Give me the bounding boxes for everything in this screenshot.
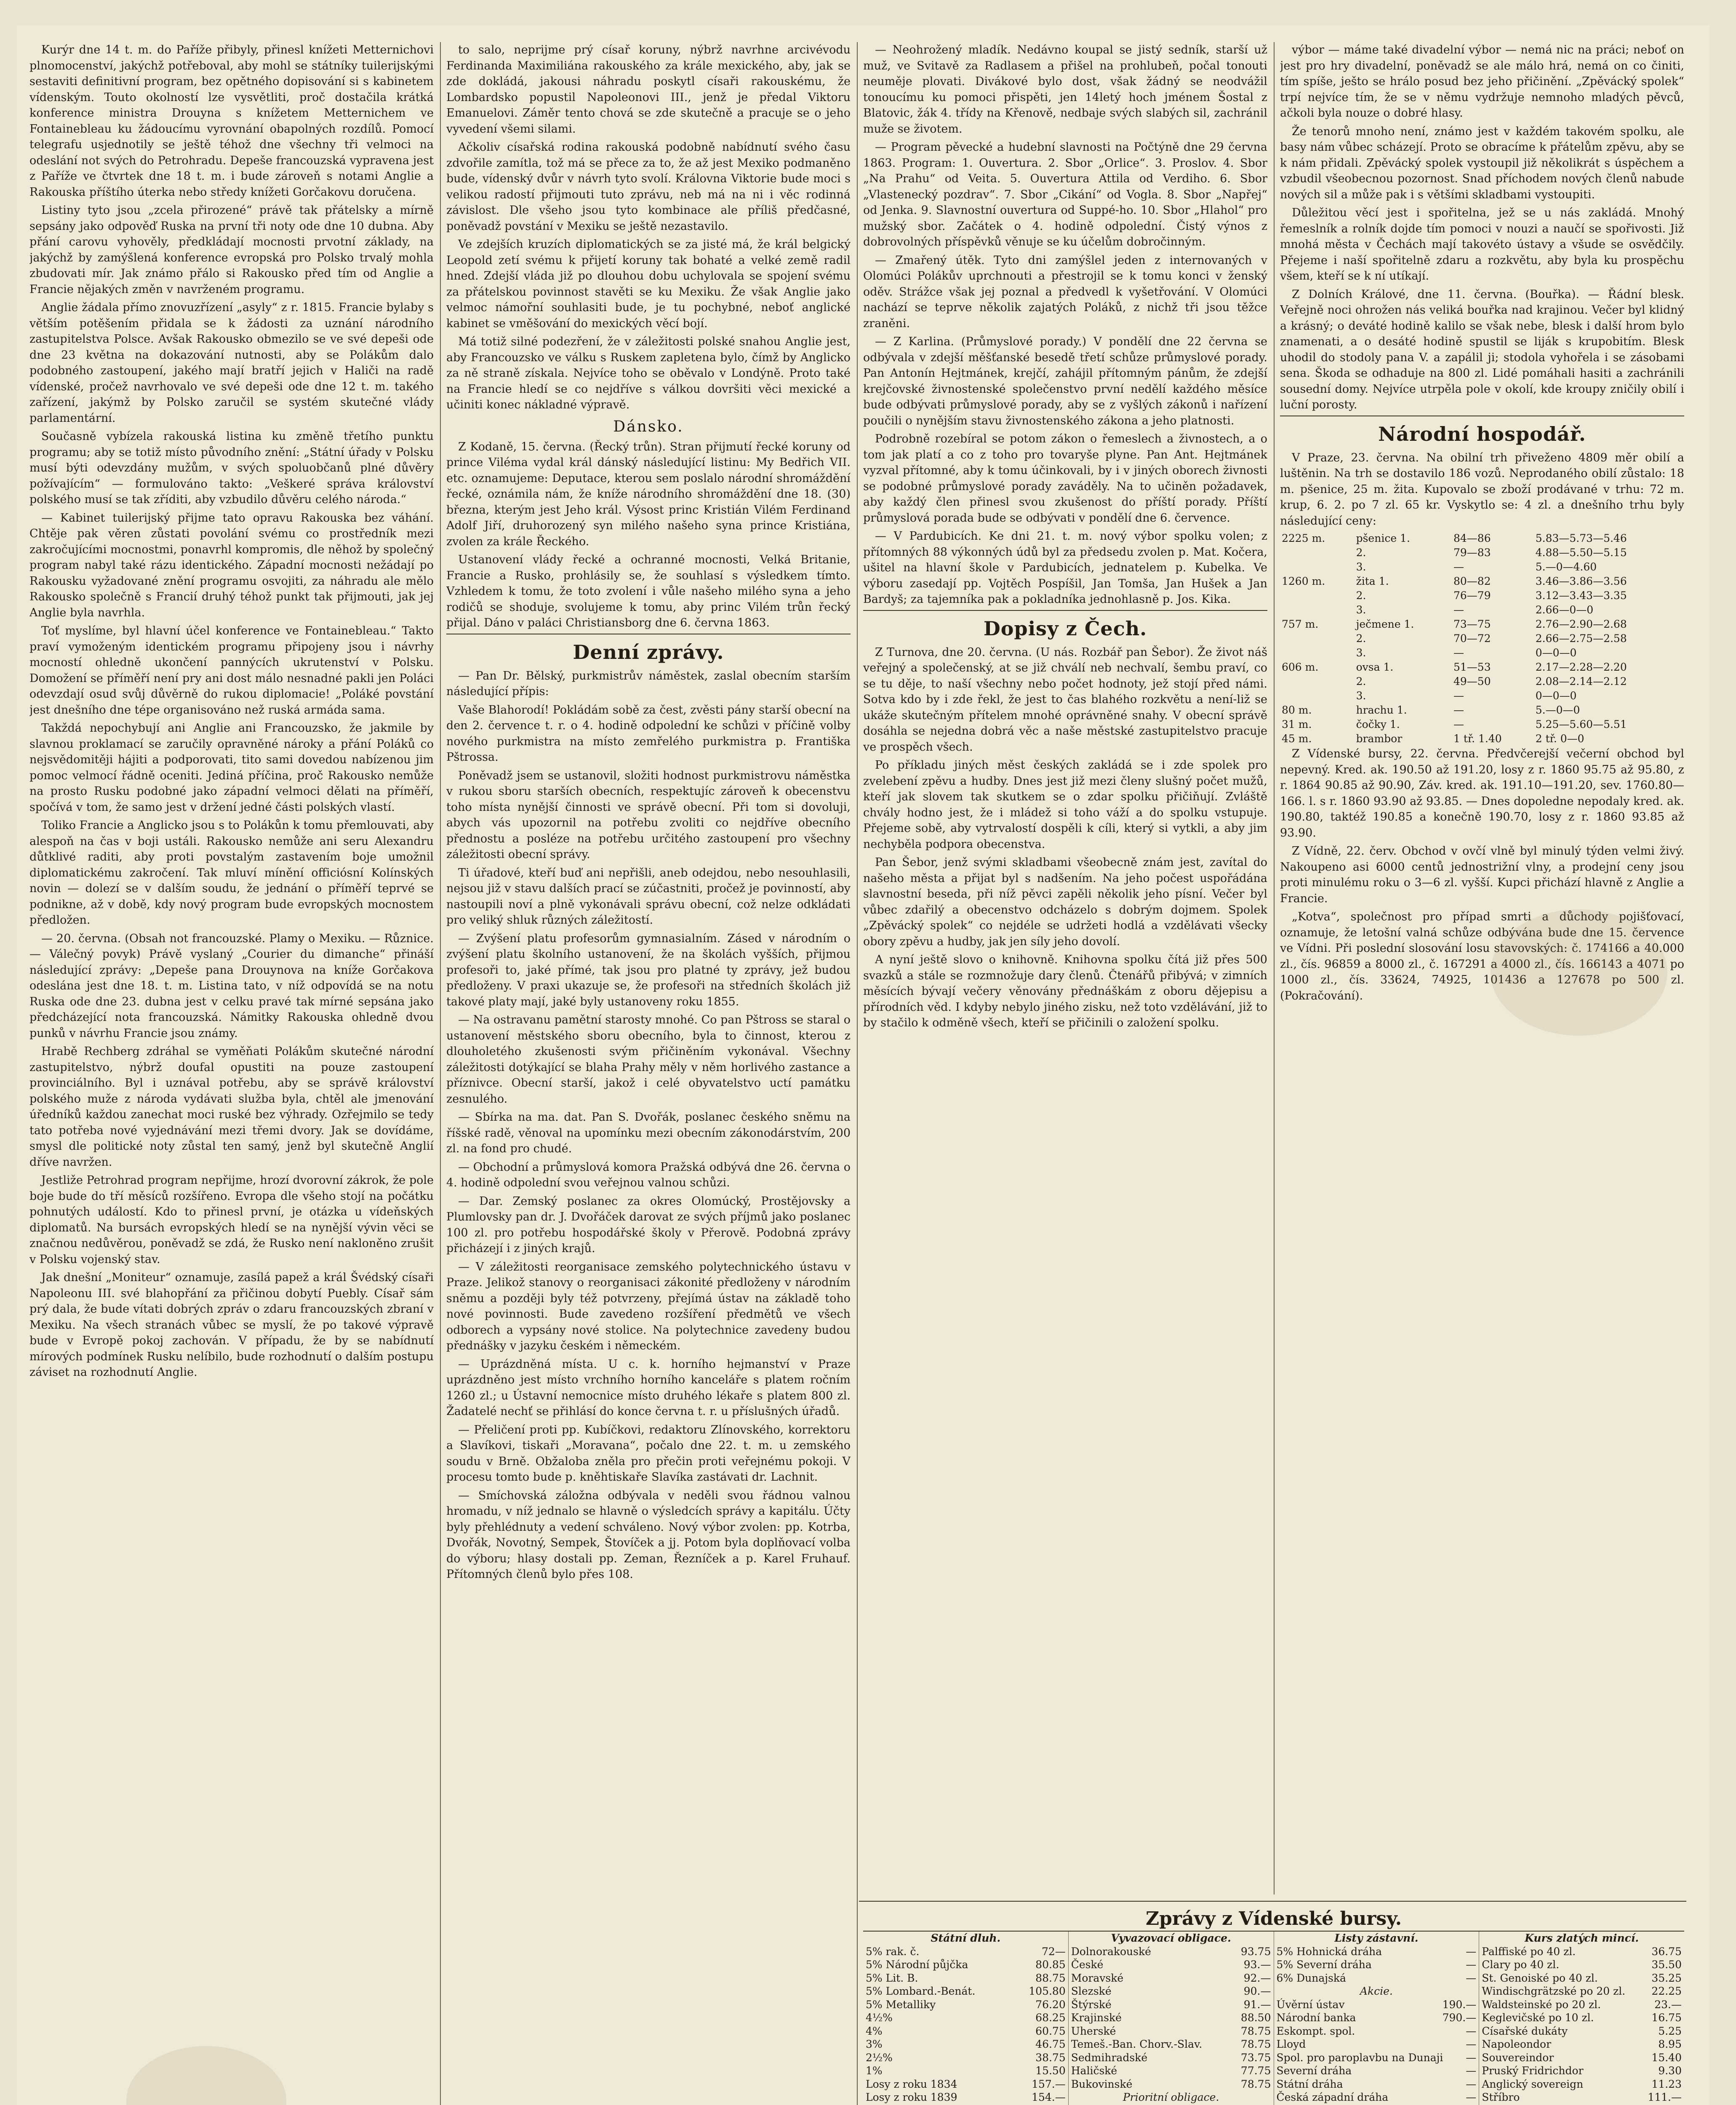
paragraph: — Kabinet tuilerijský přijme tato opravu Rakouska bez váhání. Chtěje pak věren zůstati povolání svému co prostředník mezi zakročujícími mocnostmi, ponavrhl kompromis, dle něhož by společný program nabyl také rázu identického. Západní mocnosti nežádají po Rakousku vyžadované znění programu osvojiti, za náhradu ale mělo Rakousko společně s Francií druhý téhož punkt tak přijmouti, jak jej Anglie byla navrhla. <box>29 511 434 619</box>
price-cell: 73—75 <box>1453 618 1491 630</box>
paragraph: Z Kodaně, 15. června. (Řecký trůn). Stran přijmutí řecké koruny od prince Viléma vydal král dánský následující listinu: My Bedřich VII. etc. oznamujeme: Deputace, kterou sem poslalo národní shromáždění řecké, oznámila nám, že kníže národního shromáždění dne 18. (30) března, kterým jest Jeho král. Výsost princ Kristián Vilém Ferdinand Adolf Jiří, druhorozený syn milého našeho syna prince Kristiána, zvolen za krále Řeckého. <box>446 440 851 548</box>
bourse-item-value: 72— <box>1041 1945 1066 1958</box>
bourse-row <box>1071 1985 1271 1998</box>
paragraph: to salo, neprijme prý císař koruny, nýbrž navrhne arcivévodu Ferdinanda Maximiliána rakouského za krále mexického, aby, jak se zde dokládá, jakousi náhradu poskytl císaři rakouskému, že Lombardsko popustil Napoleonovi III., jenž je předal Viktoru Emanuelovi. Záměr tento chová se zde skutečně a pracuje se o jeho vyvedení všemi silami. <box>446 43 851 136</box>
paragraph: Má totiž silné podezření, že v záležitosti polské snahou Anglie jest, aby Francouzsko ve válku s Ruskem zapletena bylo, čímž by Anglickо za ně straně získala. Nejvíce toho se oběvalo v Londýně. Proto také na Francie hledí se co nejdříve s válkou dovršiti věci mexické a učiniti konec nákladné výpravě. <box>446 335 851 411</box>
bourse-item-value: 60.75 <box>1035 2025 1066 2037</box>
bourse-item-label: 4½% <box>866 2012 893 2024</box>
bourse-item-value: 36.75 <box>1651 1945 1682 1958</box>
bourse-item-label: 5% Metalliky <box>866 1998 936 2011</box>
bourse-heading: Státní dluh. <box>931 1932 1001 1944</box>
bourse-row <box>1071 2011 1271 2025</box>
bourse-item-label: 1% <box>866 2065 883 2077</box>
bourse-item-value: 105.80 <box>1029 1985 1066 1997</box>
bourse-row <box>1071 2064 1271 2078</box>
bourse-item-value: 92.— <box>1243 1972 1271 1984</box>
market-price-table <box>1280 531 1684 746</box>
price-cell: — <box>1453 561 1464 573</box>
price-cell: 3. <box>1356 604 1366 616</box>
paragraph: — Dar. Zemský poslanec za okres Olomúcký, Prostějovsky a Plumlovsky pan dr. J. Dvořáček darovat ze svých příjmů jako poslanec 100 zl. pro potřebu hospodářské školy v Přerově. Podobná zprávy přicházejí i z jiných krajů. <box>446 1194 851 1255</box>
paragraph: — Zmařený útěk. Tyto dni zamýšlel jeden z internovaných v Olomúci Polákův uprchnouti a přestrojil se k tomu konci v ženský oděv. Strážce však jej poznal a předvedl k vyšetřování. V Olomúci nachází se teprve několik zajatých Poláků, z nichž tři jsou těžce zraněni. <box>863 253 1267 330</box>
price-cell <box>1280 689 1355 703</box>
price-cell: brambor <box>1356 733 1403 745</box>
paragraph: Podrobně rozebíral se potom zákon o řemeslech a živnostech, a o tom jak platí a co z toho pro tovaryše plyne. Pan Ant. Hejtmánek vyzval přítomné, aby k tomu účinkovali, by i v jiných oborech živnosti se podobné průmyslové porady zaváděly. Na to učiněn požadavek, aby každý člen přinesl svou zkušenost do příští porady. Příští průmyslová porada bude se odbývati v pondělí dne 6. července. <box>863 432 1267 525</box>
price-row <box>1280 660 1684 674</box>
bourse-item-label: Keglevičské po 10 zl. <box>1482 2012 1594 2024</box>
paragraph: V Praze, 23. června. Na obilní trh přiveženo 4809 měr obilí a luštěnin. Na trh se dostavilo 186 vozů. Neprodaného obilí zůstalo: 18 m. pšenice, 25 m. žita. Kupovalo se zboží prodávané v trhu: 72 m. krup, 6. 2. po 7 zl. 65 kr. Vyskytlo se: 4 zl. a dnešního trhu byly následující ceny: <box>1280 451 1684 528</box>
bourse-item-label: 4% <box>866 2025 883 2037</box>
bourse-row <box>1482 1958 1682 1972</box>
bourse-item-label: Severní dráha <box>1276 2065 1352 2077</box>
bourse-row <box>866 2025 1066 2038</box>
bourse-column-state-debt <box>863 1932 1069 2105</box>
bourse-row <box>1277 2064 1477 2078</box>
price-cell: 5.25—5.60—5.51 <box>1535 718 1627 730</box>
bourse-row <box>1482 2091 1682 2104</box>
price-cell: 51—53 <box>1453 661 1491 673</box>
bourse-item-label: 5% Lombard.-Benát. <box>866 1985 976 1997</box>
bourse-row <box>1482 2038 1682 2051</box>
bourse-item-label: Česká západní dráha <box>1276 2091 1389 2103</box>
bourse-item-label: Souvereindor <box>1482 2051 1554 2064</box>
paragraph: — Smíchovská záložna odbývala v neděli svou řádnou valnou hromadu, v níž jednalo se hlavně o výsledcích správy a kapitálu. Účty byly přehlédnuty a vedení schváleno. Nový výbor zvolen: pp. Kotrba, Dvořák, Novotný, Sempek, Štovíček a jj. Potom byla doplňovací volba do výboru; hlasy dostali pp. Zeman, Řezníček a p. Karel Fruhauf. Přítomných členů bylo přes 108. <box>446 1489 851 1581</box>
bourse-item-label: 5% Hohnická dráha <box>1276 1945 1382 1958</box>
paragraph: Ti úřadové, kteří buď ani nepřišli, aneb odejdou, nebo nesouhlasili, nejsou již v stavu dalších prací se zúčastniti, pročež je povinností, aby nastoupili noví a plně vykonávali správu obecní, což nelze odkládati pro veliký shluk různých záležitostí. <box>446 866 851 927</box>
bourse-item-value: 78.75 <box>1240 2078 1271 2090</box>
price-cell <box>1280 646 1355 660</box>
paragraph: Jak dnešní „Moniteur“ oznamuje, zasílá papež a král Švédský císaři Napoleonu III. své blahopřání za přičinou dobytí Puebly. Císař sám prý dala, že bude vítati dobrých zpráv o zdaru francouzských zbraní v Mexiku. Na všech stranách vůbec se myslí, že po takové výpravě bude v Evropě pokoj zachován. V případu, že by se nabídnutí mírových podmínek Rusku nelíbilo, bude rozhodnutí o dalším postupu záviset na rozhodnutí Anglie. <box>29 1271 434 1379</box>
bourse-item-value: 88.75 <box>1035 1972 1066 1984</box>
section-title-daily-news: Denní zprávy. <box>573 640 724 663</box>
column-1 <box>29 42 434 2105</box>
price-cell: — <box>1453 718 1464 730</box>
bourse-item-value: 35.50 <box>1651 1958 1682 1971</box>
section-title-economy: Národní hospodář. <box>1378 422 1586 445</box>
bourse-row <box>1277 2025 1477 2038</box>
price-cell: 4.88—5.50—5.15 <box>1535 546 1627 559</box>
bourse-item-value: — <box>1466 1972 1477 1984</box>
bourse-item-label: Clary po 40 zl. <box>1482 1958 1560 1971</box>
bourse-item-value: 88.50 <box>1240 2012 1271 2024</box>
price-cell: 2.66—2.75—2.58 <box>1535 632 1627 645</box>
bourse-item-value: 23.— <box>1654 1998 1682 2011</box>
paragraph: Ačkoliv císařská rodina rakouská podobně nabídnutí svého času zdvořile zamítla, tož má se přece za to, že až jest Mexiko podmaněno bude, vídenský dvůr v návrh tyto svolí. Královna Viktorie bude moci s velikou radostí přijmouti tuto zprávu, neb má na ni i věc rodinná závislost. Dle všeho jsou tyto kombinace ale příliš předčasné, poněvadž povstání v Mexiku se ještě nezastavilo. <box>446 141 851 233</box>
paragraph: — Program pěvecké a hudební slavnosti na Počtýně dne 29 června 1863. Program: 1. Ouvertura. 2. Sbor „Orlice“. 3. Proslov. 4. Sbor „Na Prahu“ od Veita. 5. Ouvertura Attila od Verdiho. 6. Sbor „Vlastenecký pozdrav“. 7. Sbor „Cikání“ od Vogla. 8. Sbor „Napřej“ od Jenka. 9. Slavnostní ouvertura od Suppé-ho. 10. Sbor „Hlahol“ pro mužský sbor. Začátek o 4. hodině odpolední. Čistý výnos z dobrovolných příspěvků věnuje se ku účelům dobročinným. <box>863 141 1267 248</box>
bourse-item-value: — <box>1466 2051 1477 2064</box>
paragraph: Jestliže Petrohrad program nepřijme, hrozí dvorovní zákrok, že pole boje bude do tří měsíců rozšířeno. Evropa dle všeho stojí na počátku pohnutých událostí. Kdo to přinesl první, je otázka u vídeňských diplomatů. Na bursách evropských hledí se na nynější vývin věci se značnou nedůvěrou, poněvadž se zdá, že Rusko není nakloněno zrušit v Polsku vojenský stav. <box>29 1174 434 1266</box>
bourse-item-label: 5% rak. č. <box>866 1945 920 1958</box>
bourse-row <box>866 1972 1066 1985</box>
bourse-item-value: 11.23 <box>1651 2078 1682 2090</box>
price-cell <box>1280 546 1355 560</box>
bourse-item-label: Haličské <box>1071 2065 1117 2077</box>
newspaper-page <box>17 25 1709 2105</box>
paragraph: Že tenorů mnoho není, známo jest v každém takovém spolku, ale basy nám vůbec scházejí. Proto se obracíme k přátelům zpěvu, aby se k nám přidali. Zpěvácký spolek vystoupil již několikrát s úspěchem a vzbudil všeobecnou pozornost. Snad příchodem nových členů nabude nových sil a může pak i s většími skladbami vystoupiti. <box>1280 125 1684 201</box>
price-cell: 606 m. <box>1282 661 1319 673</box>
bourse-item-value: 5.25 <box>1658 2025 1682 2037</box>
paragraph: Ve zdejších kruzích diplomatických se za jisté má, že král belgický Leopold zetí svému k přijetí koruny tak bohaté a velké země radil hned. Zdejší vláda již po dlouhou dobu uchylovala se spojení svému za přátelskou povinnost stavěti se ku Mexiku. Že však Anglie jako velmoc námořní souhlasiti bude, je tu pochybné, neboť anglické kabinet se vměšování do mexických věcí bojí. <box>446 238 851 330</box>
bourse-item-label: Úvěrní ústav <box>1276 1998 1345 2011</box>
section-title-denmark: Dánsko. <box>613 418 684 435</box>
bourse-item-label: 2½% <box>866 2051 893 2064</box>
bourse-item-value: — <box>1466 2038 1477 2050</box>
price-cell: 5.—0—0 <box>1535 704 1580 716</box>
bourse-row <box>1277 1985 1477 1998</box>
bourse-item-label: Pruský Fridrichdor <box>1482 2065 1584 2077</box>
paragraph: Z Vídenské bursy, 22. června. Předvčerejší večerní obchod byl nepevný. Kred. ak. 190.50 až 191.20, losy z r. 1860 95.75 až 95.80, z r. 1864 90.85 až 90.90, Záv. kred. ak. 191.10—191.20, sev. 1760.80—166. l. s r. 1860 93.90 až 93.85. — Dnes dopoledne nepodaly kred. ak. 190.80, taktéž 190.85 a konečně 190.70, losy z r. 1860 93.85 až 93.90. <box>1280 747 1684 839</box>
bourse-item-value: — <box>1466 1958 1477 1971</box>
paragraph: Kurýr dne 14 t. m. do Paříže přibyly, přinesl knížeti Metternichovi plnomocenství, jakýchž potřeboval, aby mohl se státníky tuilerijskými sestaviti definitivní program, bez opětného dopisování si s kabinetem vídenským. Touto okolností lze vysvětliti, proč dostačila krátká konference ministra Drouyna s knížetem Metternichem ve Fontainebleau ku žádoucímu vyrovnání obapolných rozdílů. Pomocí telegrafu usjednotily se ještě téhož dne všechny tři velmoci na odeslání not svých do Petrohradu. Depeše francouzská vypravena jest z Paříže ve čtvrtek dne 18 t. m. i bude zároveň s notami Anglie a Rakouska příštího úterka nebo středy knížeti Gorčakovu doručena. <box>29 43 434 199</box>
price-cell: 2225 m. <box>1282 532 1325 544</box>
price-row <box>1280 703 1684 717</box>
price-cell: 2.76—2.90—2.68 <box>1535 618 1627 630</box>
bourse-row <box>1071 2051 1271 2065</box>
price-cell: 0—0—0 <box>1535 690 1577 702</box>
price-row <box>1280 632 1684 646</box>
paragraph: Ustanovení vlády řecké a ochranné mocnosti, Velká Britanie, Francie a Rusko, prohlásily se, že souhlasí s výsledkem tímto. Vzhledem k tomu, že toto zvolení i vůle našeho milého syna a jeho rodičů se shoduje, svolujeme k tomu, aby princ Vilém trůn řecký přijal. Dáno v paláci Christiansborg dne 6. června 1863. <box>446 553 851 629</box>
price-cell: 2. <box>1356 632 1366 645</box>
paragraph: A nyní ještě slovo o knihovně. Knihovna spolku čítá již přes 500 svazků a stále se rozmnožuje dary členů. Čtenářů přibývá; v zimních měsících bývají večery věnovány přednáškám z oboru dějepisu a přírodních věd. I kdyby nebylo jiného zisku, než toto vzdělávání, již to by stačilo k odměně všech, kteří se přičinili o založení spolku. <box>863 953 1267 1029</box>
bourse-row <box>866 1985 1066 1998</box>
bourse-item-value: 78.75 <box>1240 2038 1271 2050</box>
bourse-item-label: Císařské dukáty <box>1482 2025 1568 2037</box>
bourse-row <box>1482 2051 1682 2065</box>
price-cell: — <box>1453 604 1464 616</box>
paragraph: — Sbírka na ma. dat. Pan S. Dvořák, poslanec českého sněmu na říšské radě, věnoval na upomínku mezi obecním zákonodárstvím, 200 zl. na fond pro chudé. <box>446 1111 851 1155</box>
bourse-item-label: Dolnorakouské <box>1071 1945 1151 1958</box>
bourse-item-label: Anglický sovereign <box>1482 2078 1584 2090</box>
price-cell: 2.08—2.14—2.12 <box>1535 675 1627 687</box>
bourse-row <box>866 1998 1066 2012</box>
bourse-row <box>1071 2025 1271 2038</box>
bourse-row <box>1277 2078 1477 2091</box>
bourse-item-label: 5% Národní půjčka <box>866 1958 968 1971</box>
bourse-item-label: Prioritní obligace. <box>1123 2091 1219 2103</box>
bourse-item-value: 790.— <box>1442 2012 1477 2024</box>
bourse-row <box>1482 1945 1682 1958</box>
bourse-row <box>1277 1945 1477 1958</box>
paragraph: Současně vybízela rakouská listina ku změně třetího punktu programu; aby se totiž místo původního znění: „Státní úřady v Polsku musí býti odevzdány mužům, v svých spoluobčanů plné důvěry požívajícím“ — formulováno takto: „Veškeré správa království polského musí se tak zříditi, aby vzbudilo důvěru celého národa.“ <box>29 430 434 506</box>
price-cell: — <box>1453 704 1464 716</box>
price-cell: 2.17—2.28—2.20 <box>1535 661 1627 673</box>
price-cell: 84—86 <box>1453 532 1491 544</box>
price-cell: 80—82 <box>1453 575 1491 587</box>
price-row <box>1280 717 1684 732</box>
price-cell <box>1280 632 1355 646</box>
bourse-row <box>1482 1998 1682 2012</box>
bourse-row <box>1482 2078 1682 2091</box>
bourse-row <box>866 2038 1066 2051</box>
bourse-item-label: St. Genoiské po 40 zl. <box>1482 1972 1598 1984</box>
bourse-item-label: 5% Lit. B. <box>866 1972 918 1984</box>
bourse-item-label: Krajinské <box>1071 2012 1122 2024</box>
paragraph: Poněvadž jsem se ustanovil, složiti hodnost purkmistrovu náměstka v rukou sboru starších obecních, respektujíc zároveň k obecenstvu toho místa nynější činnosti ve správě obecní. Při tom si dovoluji, abych vás upozornil na potřebu zvoliti co nejdříve obecního přednostu a posléze na potřebu určitého zastoupení pro všechny záležitosti obecní správy. <box>446 769 851 861</box>
paragraph: Z Vídně, 22. červ. Obchod v ovčí vlně byl minulý týden velmi živý. Nakoupeno asi 6000 centů jednostrižní vlny, a prodejní ceny jsou proti minulému roku o 3—6 zl. vyšší. Kupci přichází hlavně z Anglie a Francie. <box>1280 845 1684 905</box>
bourse-item-label: Uherské <box>1071 2025 1116 2037</box>
bourse-item-label: 5% Severní dráha <box>1276 1958 1372 1971</box>
price-cell: 1 tř. 1.40 <box>1453 733 1502 745</box>
bourse-item-value: 77.75 <box>1240 2065 1271 2077</box>
bourse-item-label: Spol. pro paroplavbu na Dunaji <box>1276 2051 1443 2064</box>
bourse-row <box>866 2078 1066 2091</box>
bourse-item-value: 91.— <box>1243 1998 1271 2011</box>
price-cell: 3.12—3.43—3.35 <box>1535 589 1627 602</box>
column-2 <box>446 42 851 2105</box>
column-divider <box>440 42 441 2105</box>
bourse-top-rule <box>859 1901 1686 1902</box>
paragraph: — Z Karlina. (Průmyslové porady.) V pondělí dne 22 června se odbývala v zdejší měšťanské besedě třetí schůze průmyslové porady. Pan Antonín Hejtmánek, krejčí, zahájil přítomným pánům, že zdejší krejčovské živnostenské společenstvo první nedělí každého měsíce bude odbývati průmyslové porady, aby se z vyšlých zákonů i nařízení poučili o nynějším stavu živnostenského zákona a jeho platnosti. <box>863 335 1267 427</box>
bourse-item-label: Stříbro <box>1482 2091 1520 2103</box>
bourse-item-label: České <box>1071 1958 1104 1971</box>
paragraph: — Uprázdněná místa. U c. k. horního hejmanství v Praze uprázdněno jest místo vrchního horního kanceláře s platem ročním 1260 zl.; u Ústavní nemocnice místo druhého lékaře s platem 800 zl. Žadatelé nechť se přihlásí do konce června t. r. u příslušných úřadů. <box>446 1357 851 1418</box>
bourse-row <box>1071 1958 1271 1972</box>
bourse-item-value: 76.20 <box>1035 1998 1066 2011</box>
paragraph: — V záležitosti reorganisace zemského polytechnického ústavu v Praze. Jelikož stanovy o reorganisaci zákonité předloženy v národním sněmu a později byly též potvrzeny, přejímá ústav na základě toho nové povinnosti. Bude zavedeno rozšíření předmětů ve všech odborech a vypsány nové stolice. Na polytechnice zavedeny budou přednášky v jazyku českém i německém. <box>446 1260 851 1352</box>
bourse-item-value: 15.50 <box>1035 2065 1066 2077</box>
bourse-item-value: 15.40 <box>1651 2051 1682 2064</box>
paragraph: — Obchodní a průmyslová komora Pražská odbývá dne 26. června o 4. hodině odpolední svou veřejnou valnou schůzi. <box>446 1160 851 1189</box>
bourse-row <box>866 1945 1066 1958</box>
bourse-item-value: 111.— <box>1648 2091 1682 2103</box>
paragraph: Důležitou věcí jest i spořitelna, jež se u nás zakládá. Mnohý řemeslník a rolník dojde tím pomoci v nouzi a naučí se spořivosti. Již mnohá města v Čechách mají takovéto ústavy a všude se osvědčily. Přejeme i naší spořitelně zdaru a rozkvětu, aby byla ku prospěchu všem, kteří se k ní utíkají. <box>1280 206 1684 282</box>
bourse-column-gold-coins <box>1479 1932 1684 2105</box>
price-cell <box>1280 589 1355 603</box>
bourse-heading: Kurs zlatých mincí. <box>1525 1932 1639 1944</box>
bourse-row <box>1071 1945 1271 1958</box>
price-row <box>1280 589 1684 603</box>
price-cell <box>1280 560 1355 574</box>
price-cell: 2. <box>1356 546 1366 559</box>
vienna-bourse-section <box>863 1907 1684 2105</box>
bourse-title: Zprávy z Vídenské bursy. <box>863 1907 1684 1932</box>
bourse-item-label: 3% <box>866 2038 883 2050</box>
price-cell: pšenice 1. <box>1356 532 1410 544</box>
price-row <box>1280 646 1684 660</box>
bourse-row <box>866 2064 1066 2078</box>
bourse-item-value: 78.75 <box>1240 2025 1271 2037</box>
price-row <box>1280 574 1684 589</box>
paragraph: Toliko Francie a Anglicko jsou s to Polákůn k tomu přemlouvati, aby alespoň na čas v boji ustáli. Rakousko nemůže ani seru Alexandru důtklivé raditi, aby proti povstalým zastavením boje umožnil diplomatickému zakročení. Tak mluví mínění officiósní Kolínských novin — dolezí se v dalším soudu, že jednání o příměří teprvé se podnikne, až v době, kdy nový program bude evropských mocnostem předložen. <box>29 819 434 927</box>
bourse-item-label: Národní banka <box>1276 2012 1356 2024</box>
bourse-item-label: Eskompt. spol. <box>1276 2025 1355 2037</box>
paragraph: Takždá nepochybují ani Anglie ani Francouzsko, že jakmile by slavnou proklamací se zaručily opravněné nároky a přání Poláků co nejsvědomitěji hájiti a podporovati, tito sami dovedou nabízenou jim pomoc velmocí řádně oceniti. Jediná příčina, proč Rakousko nemůže na prosto Rusku podobné jako západní velmoci dělati na příměří, spočívá v tom, že samo jest v držení jedné části polských vlastí. <box>29 722 434 814</box>
bourse-row <box>866 2011 1066 2025</box>
paragraph: — Pan Dr. Bělský, purkmistrův náměstek, zaslal obecním starším následující přípis: <box>446 669 851 698</box>
bourse-item-label: Lloyd <box>1276 2038 1306 2050</box>
price-cell: ovsa 1. <box>1356 661 1394 673</box>
bourse-item-value: 157.— <box>1032 2078 1066 2090</box>
bourse-row <box>866 2091 1066 2104</box>
bourse-row <box>1277 2011 1477 2025</box>
bourse-row <box>1071 1998 1271 2012</box>
bourse-item-value: — <box>1466 1945 1477 1958</box>
bourse-item-label: Losy z roku 1834 <box>866 2078 957 2090</box>
price-cell: 5.83—5.73—5.46 <box>1535 532 1627 544</box>
bourse-item-value: 90.— <box>1243 1985 1271 1997</box>
price-row <box>1280 603 1684 617</box>
paragraph: Z Dolních Králové, dne 11. června. (Bouřka). — Řádní blesk. Veřejně noci ohrožen nás veliká bouřka nad krajinou. Večer byl klidný a krásný; o deváté hodině kalilo se však nebe, blesk i další hrom bylo znamenati, a o desáté hodině spustil se liják s krupobitím. Blesk uhodil do stodoly pana V. a zapálil ji; stodola vyhořela i se zásobami sena. Škoda se odhaduje na 800 zl. Lidé pomáhali hasiti a zachránili sousední domy. Nejvíce utrpěla pole v okolí, kde kroupy zničily obilí i luční porosty. <box>1280 288 1684 411</box>
bourse-item-value: 190.— <box>1442 1998 1477 2011</box>
price-cell: 3. <box>1356 561 1366 573</box>
price-cell: 79—83 <box>1453 546 1491 559</box>
bourse-item-value: — <box>1466 2078 1477 2090</box>
bourse-column-obligations <box>1069 1932 1274 2105</box>
bourse-item-label: Waldsteinské po 20 zl. <box>1482 1998 1601 2011</box>
bourse-row <box>1277 1958 1477 1972</box>
price-cell: 5.—0—4.60 <box>1535 561 1597 573</box>
bourse-row <box>1277 1972 1477 1985</box>
bourse-row <box>1482 1985 1682 1998</box>
paragraph: — 20. června. (Obsah not francouzské. Plamy o Mexiku. — Různice. — Válečný povyk) Právě vyslaný „Courier du dimanche“ přináší následující zprávy: „Depeše pana Drouynova na kníže Gorčakova odeslána jest dne 18. t. m. Listina tato, v níž odpovídá se na notu Ruska ode dne 23. dubna jest v celku pravé tak mírné sepsána jako předcházející nota francouzská. Námitky Rakouska ohledně dvou punků v návrhu Francie jsou známy. <box>29 932 434 1040</box>
bourse-row <box>1071 2078 1271 2091</box>
price-cell: 757 m. <box>1282 618 1319 630</box>
price-row <box>1280 531 1684 546</box>
bourse-item-label: Temeš.-Ban. Chorv.-Slav. <box>1071 2038 1203 2050</box>
paragraph: Hrabě Rechberg zdráhal se vyměňati Polákům skutečné národní zastupitelstvo, nýbrž doufal opustiti na pouze zastoupení provinciálního. Byl i uznával potřebu, aby se správě království polského muže z národa vydávati služba byla, chtěl ale jmenování úředníků každou zanechat moci ruské bez výhrady. Ozřejmilo se tedy tato potřeba nové vyjednávání mezi třemi dvory. Jak se dovídáme, smysl dle politické noty zůstal ten samý, jenž byl skutečně Anglií dříve navržen. <box>29 1045 434 1169</box>
price-cell: 2 tř. 0—0 <box>1535 733 1584 745</box>
bourse-item-value: 8.95 <box>1658 2038 1682 2050</box>
price-cell: 31 m. <box>1282 718 1312 730</box>
paragraph: Po příkladu jiných měst českých zakládá se i zde spolek pro zvelebení zpěvu a hudby. Dnes jest již mezi členy slušný počet mužů, kteří jak slovem tak skutkem se o zdar spolku přičiňují. Zvláště chvály hodno jest, že i mládež si toho váží a do spolku vstupuje. Přejeme sobě, aby vytrvalostí dospěli k cíli, který si vytkli, a aby jim nechyběla podpora obecenstva. <box>863 759 1267 851</box>
column-3 <box>863 42 1267 1894</box>
price-cell: hrachu 1. <box>1356 704 1407 716</box>
bourse-item-label: 6% Dunajská <box>1276 1972 1346 1984</box>
price-cell: 1260 m. <box>1282 575 1325 587</box>
bourse-item-value: — <box>1466 2025 1477 2037</box>
price-cell: 2.66—0—0 <box>1535 604 1594 616</box>
price-cell <box>1280 674 1355 689</box>
bourse-row <box>1482 2064 1682 2078</box>
price-cell: 2. <box>1356 589 1366 602</box>
paragraph: Listiny tyto jsou „zcela přirozené“ právě tak přátelsky a mírně sepsány jako odpověď Ruska na první tři noty ode dne 10 dubna. Aby přání carovu vyhověly, předkládají mocnosti prvotní základy, na jakýchž by zamýšlená konference evropská pro Polsko trvalý mohla zbudovati mír. Jak známo přálo si Rakousko před tím od Anglie a Francie nějakých změn v navrženém programu. <box>29 204 434 296</box>
paragraph: — V Pardubicích. Ke dni 21. t. m. nový výbor spolku volen; z přítomných 88 výkonných údů byl za předsedu zvolen p. Mat. Kočera, ušitel na hlavní škole v Pardubicích, jednatelem p. Kubelka. Ve výboru zasedají pp. Vojtěch Pospíšil, Jan Tomša, Jan Hušek a Jan Bardyš; za tajemníka pak a pokladníka jednohlasně p. Jos. Kika. <box>863 530 1267 606</box>
bourse-item-value: 68.25 <box>1035 2012 1066 2024</box>
price-cell: 0—0—0 <box>1535 647 1577 659</box>
bourse-row <box>1071 2038 1271 2051</box>
bourse-row <box>1277 2051 1477 2065</box>
paragraph: — Na ostravanu pamětní starosty mnohé. Co pan Pštross se staral o ustanovení městského sboru obecního, byla to činnost, kterou z dlouholetého zkušenosti svým přičiněním vykonával. Všechny záležitosti dotýkající se blaha Prahy měly v něm horlivého zastance a příznivce. Obecní starší, jakož i celé obyvatelstvo uctí památku zesnulého. <box>446 1013 851 1106</box>
price-cell: žita 1. <box>1356 575 1389 587</box>
bourse-row <box>866 1958 1066 1972</box>
bourse-row <box>866 2051 1066 2065</box>
section-rule <box>863 610 1267 611</box>
price-cell <box>1280 603 1355 617</box>
bourse-row <box>1071 1972 1271 1985</box>
bourse-item-value: 154.— <box>1032 2091 1066 2103</box>
bourse-item-value: 35.25 <box>1651 1972 1682 1984</box>
bourse-heading: Vyvazovací obligace. <box>1111 1932 1231 1944</box>
price-cell: 70—72 <box>1453 632 1491 645</box>
bourse-item-label: Štýrské <box>1071 1998 1112 2011</box>
bourse-item-label: Windischgrätzské po 20 zl. <box>1482 1985 1626 1997</box>
price-cell: čočky 1. <box>1356 718 1400 730</box>
column-divider <box>857 42 858 2105</box>
bourse-heading: Listy zástavní. <box>1334 1932 1419 1944</box>
bourse-row <box>1482 2025 1682 2038</box>
price-cell: ječmene 1. <box>1356 618 1414 630</box>
column-divider <box>1274 42 1275 1894</box>
price-row <box>1280 617 1684 632</box>
bourse-item-value: 46.75 <box>1035 2038 1066 2050</box>
bourse-item-value: 9.30 <box>1658 2065 1682 2077</box>
bourse-item-label: Sedmihradské <box>1071 2051 1148 2064</box>
bourse-row <box>1277 2038 1477 2051</box>
bourse-item-value: 73.75 <box>1240 2051 1271 2064</box>
price-cell: 76—79 <box>1453 589 1491 602</box>
bourse-item-label: Bukovinské <box>1071 2078 1133 2090</box>
price-row <box>1280 689 1684 703</box>
bourse-row <box>1277 1998 1477 2012</box>
bourse-item-value: — <box>1466 2091 1477 2103</box>
paragraph: — Přeličení proti pp. Kubíčkovi, redaktoru Zlínovského, korrektoru a Slavíkovi, tiskaři „Moravana“, počalo dne 22. t. m. u zemského soudu v Brně. Obžaloba zněla pro přečin proti veřejnému pokoji. V procesu tomto bude p. kněhtiskaře Slavíka zastávati dr. Lachnit. <box>446 1423 851 1484</box>
bourse-column-mortgage-shares <box>1274 1932 1480 2105</box>
bourse-item-label: Státní dráha <box>1276 2078 1343 2090</box>
paragraph: „Kotva“, společnost pro případ smrti a důchody pojišťovací, oznamuje, že letošní valná schůze odbývána bude dne 15. července ve Vídni. Při poslední slosování losu stavovských: č. 174166 a 40.000 zl., čís. 96859 a 8000 zl., č. 167291 a 4000 zl., čís. 166143 a 4071 po 1000 zl., čís. 33624, 74925, 101436 a 127678 po 500 zl. (Pokračování). <box>1280 910 1684 1002</box>
price-cell: 2. <box>1356 675 1366 687</box>
price-row <box>1280 732 1684 746</box>
bourse-item-label: Moravské <box>1071 1972 1124 1984</box>
bourse-row <box>1482 2011 1682 2025</box>
bourse-item-label: Slezské <box>1071 1985 1112 1997</box>
bourse-row <box>1277 2091 1477 2104</box>
price-cell: — <box>1453 647 1464 659</box>
price-cell: 80 m. <box>1282 704 1312 716</box>
paragraph: Toť myslíme, byl hlavní účel konference ve Fontainebleau.“ Takto praví vymoženým identickém programu připojeny jsou i návrhy mocností ohledně ukončení pannýcích ukrutenství v Polsku. Domožení se příměří není pry ani dost málo nesnadné pakli jen Poláci odevzdají osud svůj důvěrně do rukou diplomacie! „Poláké povstání jest dnešního dne tépe organisováno než ruská armáda sama. <box>29 624 434 717</box>
bourse-item-label: Akcie. <box>1360 1985 1393 1997</box>
bourse-item-value: 93.75 <box>1240 1945 1271 1958</box>
paragraph: Vaše Blahorodí! Pokládám sobě za čest, zvěsti pány starší obecní na den 2. července t. r. o 4. hodině odpolední ke schůzi v příčině volby nového purkmistra na místo zemřelého purkmistra p. Františka Pštrossa. <box>446 703 851 764</box>
paragraph: výbor — máme také divadelní výbor — nemá nic na práci; neboť on jest pro hry divadelní, poněvadž se ale málo hrá, nemá on co činiti, tím spíše, ješto se hrálo posud bez jeho přičinění. „Zpěvácký spolek“ trpí nejvíce tím, že se v němu vydržuje nemnoho mladých pěvců, ačkoli byla nouze o dobré hlasy. <box>1280 43 1684 120</box>
bourse-item-value: 38.75 <box>1035 2051 1066 2064</box>
bourse-row <box>1482 1972 1682 1985</box>
section-title-letters: Dopisy z Čech. <box>983 617 1147 640</box>
bourse-item-label: Palffiské po 40 zl. <box>1482 1945 1576 1958</box>
bourse-row <box>1071 2091 1271 2104</box>
price-row <box>1280 546 1684 560</box>
price-cell: 49—50 <box>1453 675 1491 687</box>
paragraph: Z Turnova, dne 20. června. (U nás. Rozbář pan Šebor). Že život náš veřejný a společenský, at se již chválí neb nechvalí, šembu praví, co se tu děje, to naší všechny nebo počet hodnoty, jež stojí před námi. Sotva kdo by i zde řekl, že jest to čas blahého rozkvětu a není-liž se ukáže skutečným přítelem mnohé oprávněné snahy. V obecní správě dosáhla se nejedna dobrá věc a naše městské zastupitelstvo pracuje ve prospěch všech. <box>863 645 1267 754</box>
price-cell: 3.46—3.86—3.56 <box>1535 575 1627 587</box>
paragraph: Pan Šebor, jenž svými skladbami všeobecně znám jest, zavítal do našeho města a přijat byl s nadšením. Na jeho počest uspořádána slavnostní beseda, při níž pěvci zapěli několik jeho písní. Večer byl vůbec zdařilý a obecenstvo odcházelo s dobrým dojmem. Spolek „Zpěvácký spolek“ co nejdéle se udržeti hodlá a vzdělávati všecky obory zpěvu a hudby, jak jen síly jeho dovolí. <box>863 856 1267 948</box>
price-cell: 45 m. <box>1282 733 1312 745</box>
paragraph: — Zvýšení platu profesorům gymnasialním. Zásed v národním o zvýšení platu školního ustanovení, že na školách vyšších, přijmou profesoři to, jaké přímé, tak jsou pro platné ty zprávy, jež budou předloženy. V praxi ukazuje se, že profesoři na středních školách již takové platy mají, jaké byly ustanoveny roku 1855. <box>446 932 851 1008</box>
bourse-item-value: — <box>1466 2065 1477 2077</box>
bourse-item-label: Napoleondor <box>1482 2038 1552 2050</box>
bourse-item-value: 80.85 <box>1035 1958 1066 1971</box>
bourse-item-value: 16.75 <box>1651 2012 1682 2024</box>
paragraph: Anglie žádala přímo znovuzřízení „asyly“ z r. 1815. Francie bylaby s větším potěšením přidala se k žádosti za uznání národního zastupitelstva Polsce. Avšak Rakousko obmezilo se ve své depeši ode dne 23 května na dokazování nutnosti, aby se Polákům dalo podobného zastoupení, jakého mají bratří jejich v Haliči na radě vídenské, pročež navrhovalo ve své depeši ode dne 12 t. m. takého zařízení, jakýmž by Polsko zaručil se systém skutečné vlády parlamentární. <box>29 301 434 425</box>
bourse-item-label: Losy z roku 1839 <box>866 2091 957 2103</box>
price-cell: 3. <box>1356 647 1366 659</box>
price-row <box>1280 560 1684 574</box>
price-cell: 3. <box>1356 690 1366 702</box>
bourse-item-value: 93.— <box>1243 1958 1271 1971</box>
price-row <box>1280 674 1684 689</box>
paper-stain <box>1491 909 1667 1036</box>
bourse-item-value: 22.25 <box>1651 1985 1682 1997</box>
paragraph: — Neohrožený mladík. Nedávno koupal se jistý sedník, starší už muž, ve Svitavě za Radlasem a přišel na prohlubeň, počal tonouti neuměje plovati. Divákové bylo dost, však žádný se neodvážil tonoucímu ku pomoci přispěti, jen 14letý hoch jménem Šostal z Blatovic, žák 4. třídy na Křenově, nedbaje svých slabých sil, zachránil muže se životem. <box>863 43 1267 136</box>
price-cell: — <box>1453 690 1464 702</box>
